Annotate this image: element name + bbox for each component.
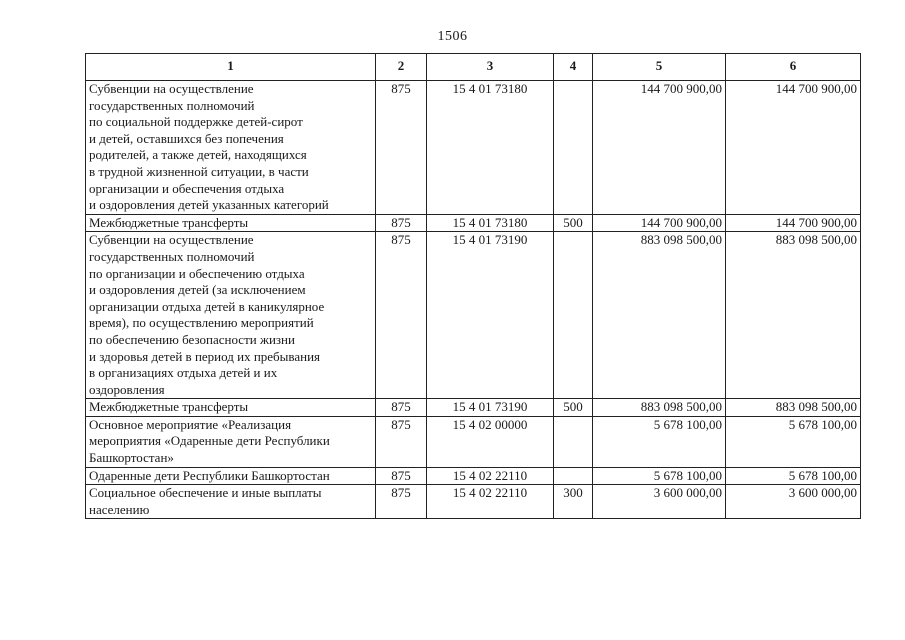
row-col-6: 5 678 100,00	[726, 467, 861, 485]
row-col-5: 883 098 500,00	[593, 399, 726, 417]
row-name: Основное мероприятие «Реализация мероприятия «Одаренные дети Республики Башкортостан»	[86, 416, 376, 467]
row-col-5: 5 678 100,00	[593, 416, 726, 467]
row-col-5: 883 098 500,00	[593, 232, 726, 399]
row-col-2: 875	[376, 399, 427, 417]
row-col-6: 3 600 000,00	[726, 485, 861, 519]
row-col-2: 875	[376, 214, 427, 232]
table-row	[86, 214, 861, 232]
row-col-4	[554, 467, 593, 485]
row-col-4: 500	[554, 214, 593, 232]
column-header-1: 1	[86, 54, 376, 81]
row-col-3: 15 4 01 73190	[427, 232, 554, 399]
table-header-row	[86, 54, 861, 81]
row-name: Субвенции на осуществление государственных полномочий по социальной поддержке детей-сирот и детей, оставшихся без попечения родителей, а также детей, находящихся в трудной жизненной ситуации, в части организации и обеспечения отдыха и оздоровления детей указанных категорий	[86, 81, 376, 215]
row-col-3: 15 4 01 73190	[427, 399, 554, 417]
budget-table	[85, 53, 861, 519]
row-col-4	[554, 81, 593, 215]
row-col-6: 883 098 500,00	[726, 399, 861, 417]
table-row	[86, 399, 861, 417]
column-header-6: 6	[726, 54, 861, 81]
row-col-2: 875	[376, 467, 427, 485]
row-col-4: 300	[554, 485, 593, 519]
table-row	[86, 485, 861, 519]
column-header-3: 3	[427, 54, 554, 81]
row-name: Субвенции на осуществление государственных полномочий по организации и обеспечению отдыха и оздоровления детей (за исключением организации отдыха детей в каникулярное время), по осуществлению мероприятий по обеспечению безопасности жизни и здоровья детей в период их пребывания в организациях отдыха детей и их оздоровления	[86, 232, 376, 399]
row-col-2: 875	[376, 485, 427, 519]
row-col-4: 500	[554, 399, 593, 417]
page-number: 1506	[437, 29, 468, 44]
row-col-6: 5 678 100,00	[726, 416, 861, 467]
row-col-3: 15 4 02 22110	[427, 467, 554, 485]
row-col-4	[554, 416, 593, 467]
table-row	[86, 81, 861, 215]
row-col-5: 144 700 900,00	[593, 214, 726, 232]
row-name: Межбюджетные трансферты	[86, 399, 376, 417]
row-col-2: 875	[376, 232, 427, 399]
column-header-2: 2	[376, 54, 427, 81]
row-col-3: 15 4 02 22110	[427, 485, 554, 519]
table-row	[86, 416, 861, 467]
column-header-5: 5	[593, 54, 726, 81]
row-col-5: 5 678 100,00	[593, 467, 726, 485]
table-row	[86, 467, 861, 485]
row-col-5: 144 700 900,00	[593, 81, 726, 215]
row-col-6: 144 700 900,00	[726, 214, 861, 232]
row-col-3: 15 4 01 73180	[427, 214, 554, 232]
row-col-2: 875	[376, 416, 427, 467]
row-col-4	[554, 232, 593, 399]
row-col-5: 3 600 000,00	[593, 485, 726, 519]
row-name: Социальное обеспечение и иные выплаты населению	[86, 485, 376, 519]
row-col-6: 883 098 500,00	[726, 232, 861, 399]
row-col-2: 875	[376, 81, 427, 215]
row-name: Межбюджетные трансферты	[86, 214, 376, 232]
row-col-6: 144 700 900,00	[726, 81, 861, 215]
row-name: Одаренные дети Республики Башкортостан	[86, 467, 376, 485]
table-row	[86, 232, 861, 399]
column-header-4: 4	[554, 54, 593, 81]
row-col-3: 15 4 02 00000	[427, 416, 554, 467]
row-col-3: 15 4 01 73180	[427, 81, 554, 215]
